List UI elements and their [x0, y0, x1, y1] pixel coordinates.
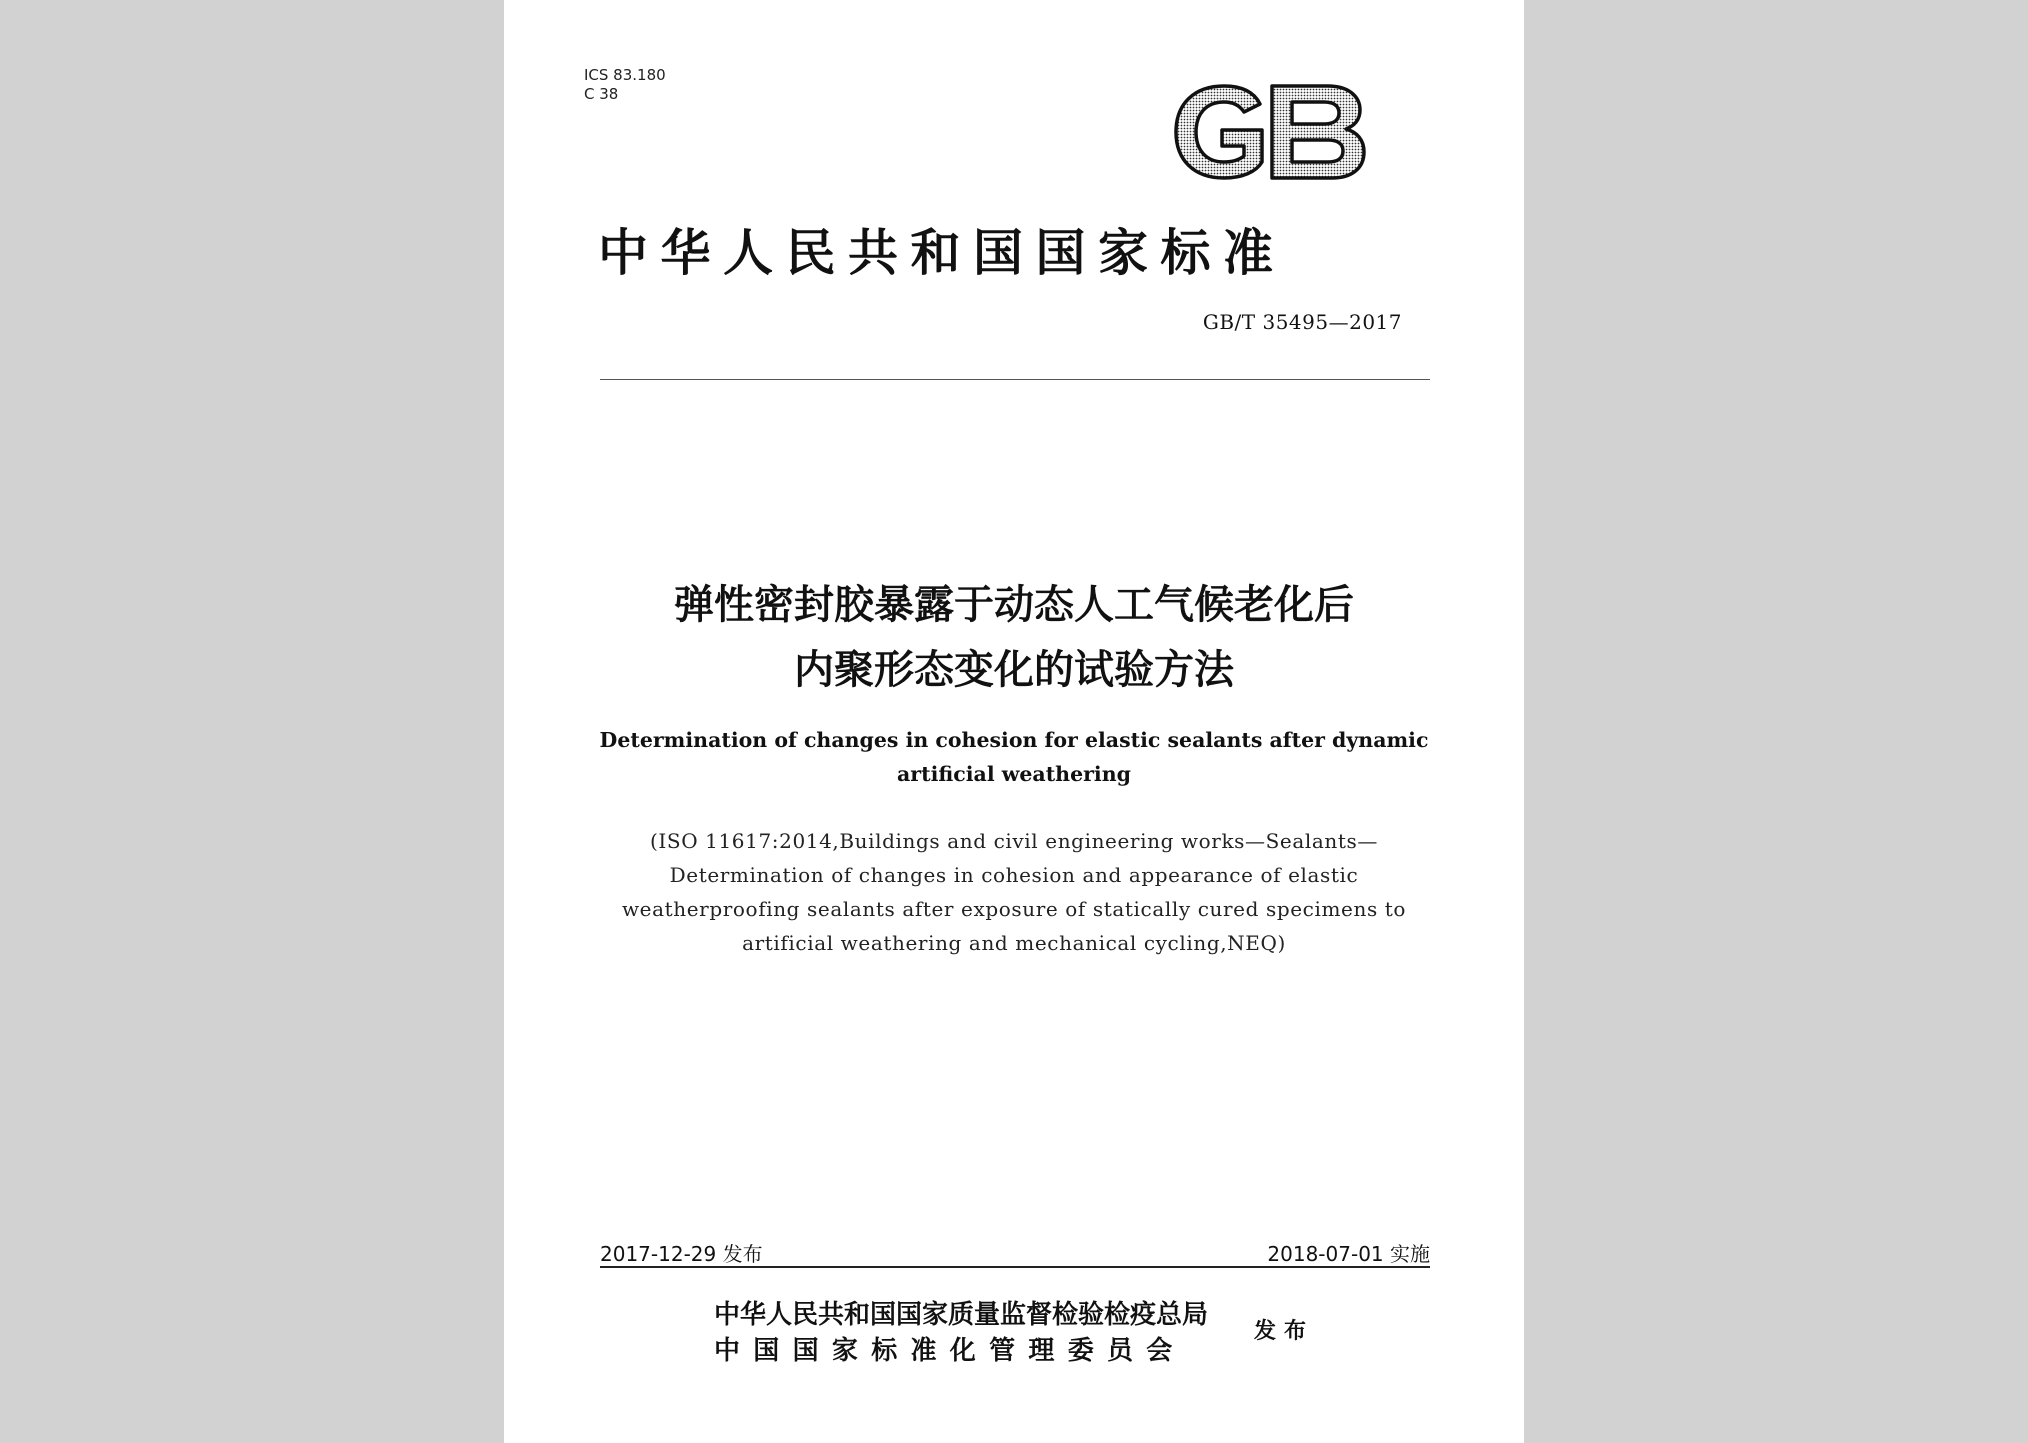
implement-date: 2018-07-01 实施 — [1267, 1242, 1430, 1266]
ccs-code: C 38 — [584, 85, 619, 103]
ics-code: ICS 83.180 — [584, 66, 666, 84]
iso-reference-line2: Determination of changes in cohesion and appearance of elastic — [669, 863, 1359, 887]
standard-title: 中华人民共和国国家标准 — [598, 223, 1286, 282]
iso-reference-line1: (ISO 11617:2014,Buildings and civil engineering works—Sealants— — [650, 829, 1378, 853]
iso-reference-line3: weatherproofing sealants after exposure of statically cured specimens to — [621, 897, 1407, 921]
release-label: 发布 — [1254, 1318, 1315, 1344]
gb-logo-icon — [1168, 82, 1368, 182]
standard-number: GB/T 35495—2017 — [1202, 310, 1402, 334]
issuer-line2: 中国国家标准化管理委员会 — [714, 1336, 1186, 1366]
bottom-divider — [600, 1266, 1430, 1268]
title-en-line2: artificial weathering — [897, 762, 1131, 786]
document-page — [504, 0, 1524, 1443]
title-cn-line2: 内聚形态变化的试验方法 — [794, 647, 1234, 693]
issuer-line1: 中华人民共和国国家质量监督检验检疫总局 — [714, 1300, 1209, 1330]
publish-date: 2017-12-29 发布 — [600, 1242, 763, 1266]
title-en-line1: Determination of changes in cohesion for elastic sealants after dynamic — [599, 728, 1429, 752]
iso-reference-line4: artificial weathering and mechanical cycling,NEQ) — [742, 931, 1286, 955]
top-divider — [600, 379, 1430, 380]
classification-codes — [584, 66, 666, 104]
title-cn-line1: 弹性密封胶暴露于动态人工气候老化后 — [674, 582, 1354, 628]
